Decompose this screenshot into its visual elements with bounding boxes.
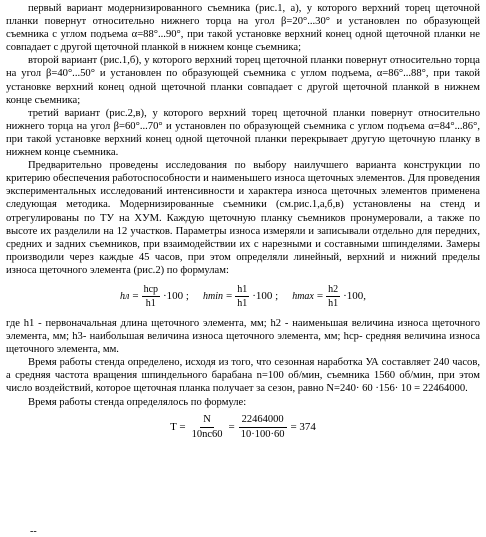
paragraph-variant-3: третий вариант (рис.2,в), у которого верхний торец щеточной планки повернут относительно нижнего торца на угол β=60°...70° и установлен по образующей съемника с углом подъема α=84°...86°, при такой установке верхний конец одной щеточной планки перекрывает другую щеточную планку в нижнем конце съемника. <box>6 107 480 159</box>
formula-max-wear: hmax = $\frac{h2}{h1}$ ·100, <box>292 284 367 310</box>
formula-min-wear: hmin = $\frac{h1}{h1}$ ·100 ; <box>203 284 279 310</box>
document-page <box>6 2 480 445</box>
paragraph-variant-1: первый вариант модернизированного съемника (рис.1, а), у которого верхний торец щеточной планки повернут относительно нижнего торца на угол β=20°...30° и установлен по образующей съемника с углом подъема α=88°...90°, при такой установке верхний конец одной щеточной планки не совпадает с другой щеточной планкой в нижнем конце съемника; <box>6 3 480 54</box>
paragraph-runtime-basis: Время работы стенда определено, исходя из того, что сезонная наработка УА составляет 240 часов, а средняя частота вращения шпиндельного барабана n=100 об/мин, съемника 1560 об/мин, при этом число воздействий, которое щеточная планка получает за сезон, равно N=240· 60 ·156· 10 = 22464000. <box>6 357 480 395</box>
paragraph-runtime-formula-intro: Время работы стенда определялось по формуле: <box>28 396 247 408</box>
trailing-mark: -- <box>30 526 37 537</box>
paragraph-variant-2: второй вариант (рис.1,б), у которого верхний торец щеточной планки повернут относительно торца на угол β=40°...50° и установлен по образующей съемника с углом подъема, α=86°...88°, при такой установке верхний конец одной щеточной планки совпадает с другой щеточной планкой в нижнем конце съемника; <box>6 55 480 106</box>
wear-formulas <box>6 279 480 315</box>
paragraph-methodology: Предварительно проведены исследования по выбору наилучшего варианта конструкции по критерию обеспечения работоспособности и наименьшего износа щеточных элементов. Для проведения экспериментальных исследований интенсивности и характера износа щеточных элементов применена следующая методика. Модернизированные съемники (см.рис.1,а,б,в) установлены на стенд и отрегулированы по ТУ на ХУМ. Каждую щеточную планку съемников пронумеровали, а также по высоте их разделили на 12 участков. Параметры износа измеряли и записывали отдельно для передних, средних и задних съемников, при взаимодействии их с нарезными и составными шпинделями. Замеры производили через каждые 45 часов, при этом определяли линейный, верхний и нижний пределы износа щеточного элемента (рис.2) по формулам: <box>6 160 480 276</box>
paragraph-legend: где h1 - первоначальная длина щеточного элемента, мм; h2 - наименьшая величина износа щеточного элемента, мм; h3- наибольшая величина износа щеточного элемента, мм; hср- средняя величина износа щеточного элемента, мм. <box>6 317 480 356</box>
runtime-formula: T = $\frac{N}{10nс60}$ = $\frac{22464000}{10\cdot 100\cdot 60}$ = 374 <box>170 414 316 441</box>
formula-linear-wear: hл = $\frac{\text{hср}}{h1}$ ·100 ; <box>119 284 189 310</box>
